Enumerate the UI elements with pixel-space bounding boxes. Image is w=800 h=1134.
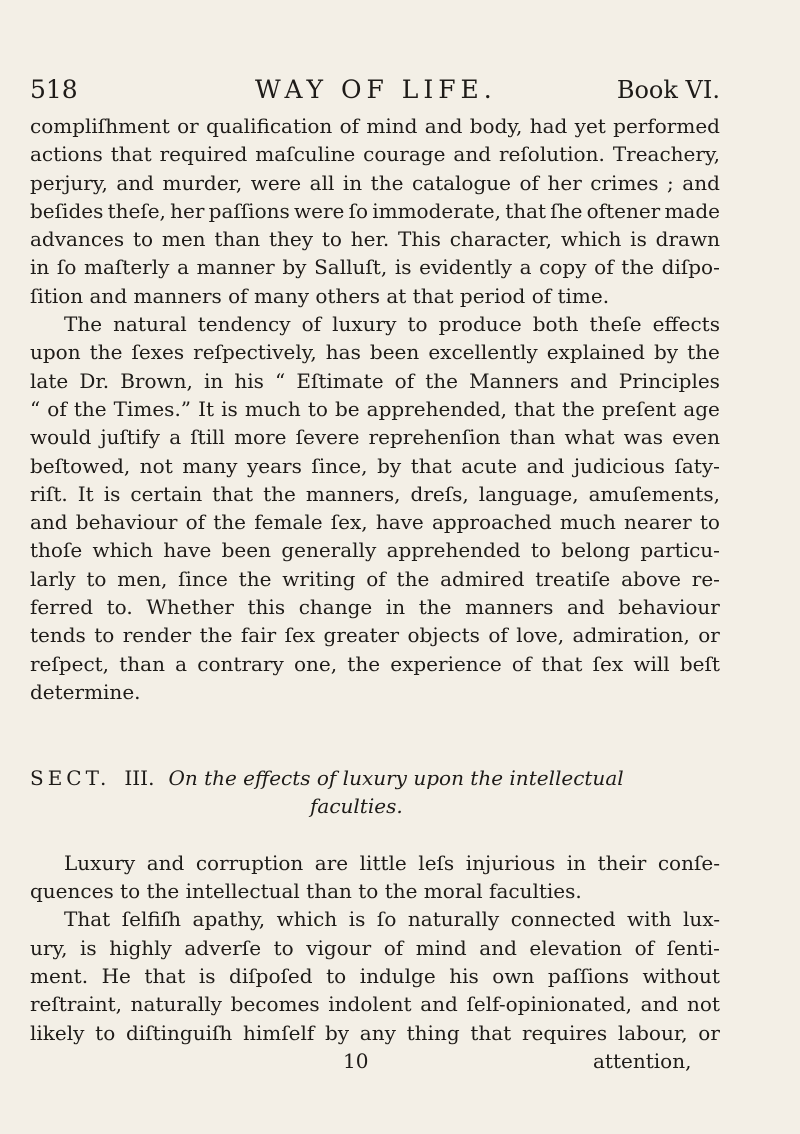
text-line: and behaviour of the female ſex, have approached much nearer to bbox=[30, 510, 720, 535]
text-line: ferred to. Whether this change in the manners and behaviour bbox=[30, 595, 720, 620]
text-line: compliſhment or qualification of mind and body, had yet performed bbox=[30, 114, 720, 138]
paragraph-2 bbox=[30, 310, 720, 706]
text-line: ſition and manners of many others at that period of time. bbox=[30, 283, 610, 308]
text-line: riſt. It is certain that the manners, dreſs, language, amuſements, bbox=[30, 481, 720, 506]
spacer bbox=[30, 820, 720, 848]
text-line: larly to men, ſince the writing of the admired treatiſe above re- bbox=[30, 566, 720, 591]
text-line: reſpect, than a contrary one, the experience of that ſex will beſt bbox=[30, 651, 720, 676]
text-line: The natural tendency of luxury to produce both theſe effects bbox=[64, 312, 720, 337]
section-title: On the effects of luxury upon the intellectual bbox=[168, 765, 624, 790]
running-title: WAY OF LIFE. bbox=[255, 75, 497, 104]
catchword: attention, bbox=[593, 1048, 692, 1073]
text-line: ury, is highly adverſe to vigour of mind and elevation of ſenti- bbox=[30, 935, 720, 960]
signature-mark: 10 bbox=[343, 1048, 369, 1073]
paragraph-4 bbox=[30, 905, 720, 1046]
text-line: That ſelfiſh apathy, which is ſo naturally connected with lux- bbox=[64, 907, 720, 932]
text-line: beſides theſe, her paſſions were ſo immoderate, that ſhe oftener made bbox=[30, 198, 720, 223]
text-line: reſtraint, naturally becomes indolent and ſelf-opinionated, and not bbox=[30, 992, 720, 1017]
text-line: actions that required maſculine courage and reſolution. Treachery, bbox=[30, 142, 720, 167]
text-line: tends to render the fair ſex greater objects of love, admiration, or bbox=[30, 623, 720, 648]
spacer bbox=[30, 706, 720, 734]
section-title-continued: faculties. bbox=[310, 794, 403, 819]
section-heading bbox=[30, 763, 720, 792]
text-line: determine. bbox=[30, 679, 141, 704]
text-line: late Dr. Brown, in his “ Eſtimate of the Manners and Principles bbox=[30, 368, 720, 393]
text-line: perjury, and murder, were all in the catalogue of her crimes ; and bbox=[30, 170, 720, 195]
page-number: 518 bbox=[30, 75, 78, 104]
page-footer bbox=[30, 1047, 720, 1075]
spacer bbox=[30, 735, 720, 763]
text-line: quences to the intellectual than to the moral faculties. bbox=[30, 879, 582, 904]
text-line: advances to men than they to her. This character, which is drawn bbox=[30, 227, 720, 252]
section-number: III. bbox=[124, 765, 155, 790]
text-line: thoſe which have been generally apprehended to belong particu- bbox=[30, 538, 720, 563]
text-line: “ of the Times.” It is much to be apprehended, that the preſent age bbox=[30, 396, 720, 421]
running-header bbox=[30, 70, 720, 110]
text-line: Luxury and corruption are little leſs injurious in their conſe- bbox=[64, 850, 720, 875]
paragraph-1 bbox=[30, 112, 720, 310]
paragraph-3 bbox=[30, 849, 720, 906]
body-text bbox=[30, 112, 720, 1075]
text-line: in ſo maſterly a manner by Salluſt, is evidently a copy of the diſpo- bbox=[30, 255, 720, 280]
text-line: likely to diſtinguiſh himſelf by any thing that requires labour, or bbox=[30, 1020, 720, 1045]
book-label: Book VI. bbox=[616, 76, 720, 104]
text-line: beſtowed, not many years ſince, by that acute and judicious ſaty- bbox=[30, 453, 720, 478]
text-line: would juſtify a ſtill more ſevere reprehenſion than what was even bbox=[30, 425, 720, 450]
text-line: ment. He that is diſpoſed to indulge his own paſſions without bbox=[30, 963, 720, 988]
section-label: SECT. bbox=[30, 765, 111, 790]
text-line: upon the ſexes reſpectively, has been excellently explained by the bbox=[30, 340, 720, 365]
